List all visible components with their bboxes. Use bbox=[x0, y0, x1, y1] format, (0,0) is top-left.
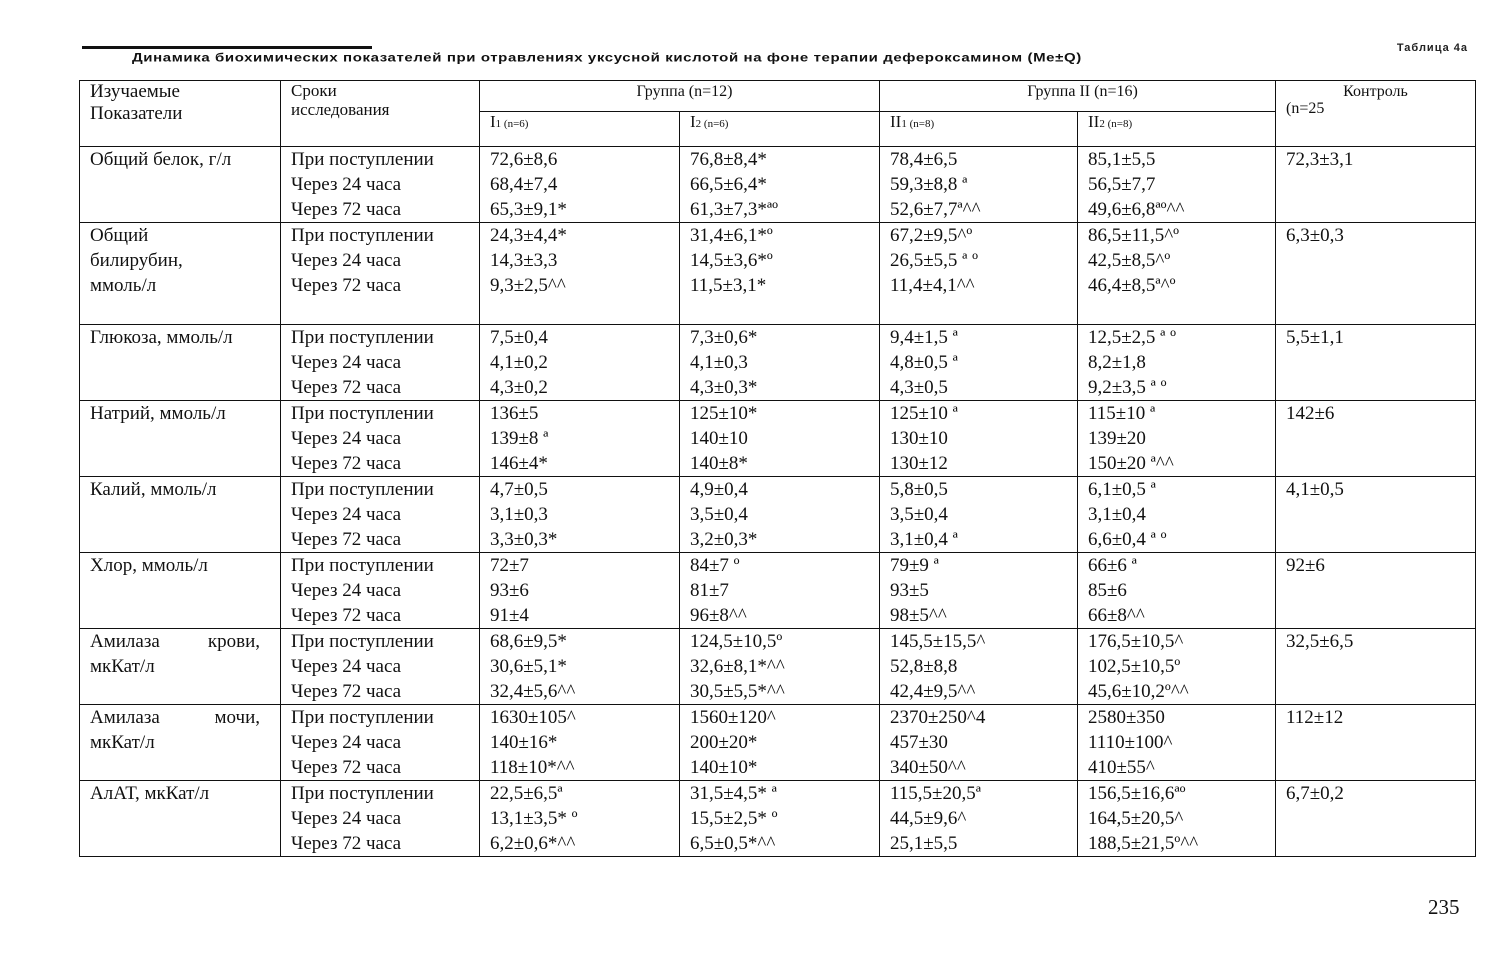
header-group-2: Группа II (n=16) bbox=[880, 81, 1276, 112]
value: 56,5±7,7 bbox=[1088, 174, 1156, 195]
value: 31,5±4,5* ª bbox=[690, 783, 777, 804]
value: 6,5±0,5*^^ bbox=[690, 833, 776, 854]
value: 30,5±5,5*^^ bbox=[690, 681, 785, 702]
parameter-cell bbox=[80, 325, 281, 401]
page-number: 235 bbox=[1428, 895, 1460, 919]
timing-label: Через 72 часа bbox=[291, 833, 402, 854]
parameter-label: Амилаза крови, bbox=[90, 631, 260, 652]
value-cell-i2 bbox=[680, 553, 880, 629]
parameter-label: Общий белок, г/л bbox=[90, 149, 232, 170]
timing-label: Через 24 часа bbox=[291, 580, 402, 601]
value: 340±50^^ bbox=[890, 757, 966, 778]
value: 61,3±7,3*ªº bbox=[690, 199, 779, 220]
parameter-label: Калий, ммоль/л bbox=[90, 479, 217, 500]
parameter-label: мкКат/л bbox=[90, 656, 155, 677]
timing-label: Через 72 часа bbox=[291, 377, 402, 398]
value: 79±9 ª bbox=[890, 555, 939, 576]
timing-label: Через 24 часа bbox=[291, 504, 402, 525]
value: 188,5±21,5º^^ bbox=[1088, 833, 1199, 854]
timing-label: Через 72 часа bbox=[291, 199, 402, 220]
table-row bbox=[80, 325, 1476, 401]
value: 3,3±0,3* bbox=[490, 529, 558, 550]
value: 4,1±0,2 bbox=[490, 352, 548, 373]
value-cell-ii2 bbox=[1078, 705, 1276, 781]
timing-label: Через 72 часа bbox=[291, 757, 402, 778]
value: 4,9±0,4 bbox=[690, 479, 748, 500]
table-row bbox=[80, 401, 1476, 477]
value-cell-ii1 bbox=[880, 553, 1078, 629]
value: 130±12 bbox=[890, 453, 948, 474]
value: 9,2±3,5 ª º bbox=[1088, 377, 1167, 398]
value: 1560±120^ bbox=[690, 707, 776, 728]
value: 7,5±0,4 bbox=[490, 327, 548, 348]
value: 3,5±0,4 bbox=[890, 504, 948, 525]
table-row bbox=[80, 223, 1476, 325]
table-row bbox=[80, 147, 1476, 223]
control-value: 72,3±3,1 bbox=[1276, 147, 1476, 223]
timing-label: При поступлении bbox=[291, 149, 434, 170]
parameter-label: билирубин, bbox=[90, 250, 183, 271]
value: 9,4±1,5 ª bbox=[890, 327, 958, 348]
timing-label: Через 72 часа bbox=[291, 275, 402, 296]
value: 81±7 bbox=[690, 580, 729, 601]
value: 457±30 bbox=[890, 732, 948, 753]
control-value: 4,1±0,5 bbox=[1276, 477, 1476, 553]
value: 3,5±0,4 bbox=[690, 504, 748, 525]
table-row bbox=[80, 629, 1476, 705]
value: 6,6±0,4 ª º bbox=[1088, 529, 1167, 550]
timing-cell bbox=[281, 147, 480, 223]
value-cell-i2 bbox=[680, 781, 880, 857]
value-cell-i1 bbox=[480, 477, 680, 553]
control-value: 6,3±0,3 bbox=[1276, 223, 1476, 325]
value-cell-ii2 bbox=[1078, 401, 1276, 477]
value: 140±10* bbox=[690, 757, 758, 778]
value: 3,2±0,3* bbox=[690, 529, 758, 550]
value: 42,5±8,5^º bbox=[1088, 250, 1171, 271]
value-cell-i2 bbox=[680, 401, 880, 477]
timing-label: Через 24 часа bbox=[291, 428, 402, 449]
timing-label: При поступлении bbox=[291, 403, 434, 424]
header-subgroup-ii2: II2 (n=8) bbox=[1078, 112, 1276, 147]
control-value: 32,5±6,5 bbox=[1276, 629, 1476, 705]
value: 12,5±2,5 ª º bbox=[1088, 327, 1177, 348]
value: 9,3±2,5^^ bbox=[490, 275, 566, 296]
value-cell-i1 bbox=[480, 629, 680, 705]
value-cell-ii2 bbox=[1078, 553, 1276, 629]
value: 156,5±16,6ªº bbox=[1088, 783, 1186, 804]
timing-label: Через 24 часа bbox=[291, 732, 402, 753]
parameter-cell bbox=[80, 629, 281, 705]
value: 200±20* bbox=[690, 732, 758, 753]
value: 52,6±7,7ª^^ bbox=[890, 199, 981, 220]
timing-cell bbox=[281, 705, 480, 781]
value: 5,8±0,5 bbox=[890, 479, 948, 500]
value: 140±10 bbox=[690, 428, 748, 449]
value-cell-i2 bbox=[680, 223, 880, 325]
value: 115,5±20,5ª bbox=[890, 783, 981, 804]
value: 91±4 bbox=[490, 605, 529, 626]
timing-label: Через 72 часа bbox=[291, 681, 402, 702]
value: 6,1±0,5 ª bbox=[1088, 479, 1156, 500]
parameter-cell bbox=[80, 553, 281, 629]
control-value: 112±12 bbox=[1276, 705, 1476, 781]
value-cell-i1 bbox=[480, 705, 680, 781]
timing-label: При поступлении bbox=[291, 555, 434, 576]
value: 76,8±8,4* bbox=[690, 149, 767, 170]
parameter-label: Натрий, ммоль/л bbox=[90, 403, 226, 424]
timing-label: При поступлении bbox=[291, 707, 434, 728]
value: 45,6±10,2º^^ bbox=[1088, 681, 1189, 702]
value: 145,5±15,5^ bbox=[890, 631, 986, 652]
value-cell-ii1 bbox=[880, 629, 1078, 705]
value: 98±5^^ bbox=[890, 605, 947, 626]
value: 3,1±0,3 bbox=[490, 504, 548, 525]
timing-cell bbox=[281, 401, 480, 477]
value-cell-ii2 bbox=[1078, 477, 1276, 553]
header-subgroup-i2: I2 (n=6) bbox=[680, 112, 880, 147]
value: 150±20 ª^^ bbox=[1088, 453, 1174, 474]
value: 52,8±8,8 bbox=[890, 656, 958, 677]
value: 3,1±0,4 ª bbox=[890, 529, 958, 550]
value: 15,5±2,5* º bbox=[690, 808, 778, 829]
timing-label: Через 24 часа bbox=[291, 250, 402, 271]
control-value: 5,5±1,1 bbox=[1276, 325, 1476, 401]
timing-cell bbox=[281, 629, 480, 705]
value: 2370±250^4 bbox=[890, 707, 986, 728]
value: 72±7 bbox=[490, 555, 529, 576]
value: 22,5±6,5ª bbox=[490, 783, 563, 804]
control-value: 142±6 bbox=[1276, 401, 1476, 477]
timing-cell bbox=[281, 781, 480, 857]
value: 140±16* bbox=[490, 732, 558, 753]
value: 66±8^^ bbox=[1088, 605, 1145, 626]
value: 32,6±8,1*^^ bbox=[690, 656, 785, 677]
timing-label: Через 24 часа bbox=[291, 352, 402, 373]
timing-label: Через 24 часа bbox=[291, 656, 402, 677]
header-control: Контроль (n=25 bbox=[1276, 81, 1476, 147]
value-cell-ii1 bbox=[880, 325, 1078, 401]
value: 44,5±9,6^ bbox=[890, 808, 967, 829]
value: 42,4±9,5^^ bbox=[890, 681, 976, 702]
value: 4,8±0,5 ª bbox=[890, 352, 958, 373]
value: 125±10* bbox=[690, 403, 758, 424]
value: 86,5±11,5^º bbox=[1088, 225, 1180, 246]
value: 14,5±3,6*º bbox=[690, 250, 773, 271]
value: 176,5±10,5^ bbox=[1088, 631, 1184, 652]
value: 32,4±5,6^^ bbox=[490, 681, 576, 702]
value-cell-ii2 bbox=[1078, 223, 1276, 325]
value: 26,5±5,5 ª º bbox=[890, 250, 979, 271]
value: 65,3±9,1* bbox=[490, 199, 567, 220]
value-cell-ii1 bbox=[880, 781, 1078, 857]
value-cell-i2 bbox=[680, 147, 880, 223]
value: 410±55^ bbox=[1088, 757, 1155, 778]
control-value: 6,7±0,2 bbox=[1276, 781, 1476, 857]
value: 24,3±4,4* bbox=[490, 225, 567, 246]
timing-cell bbox=[281, 477, 480, 553]
value-cell-ii1 bbox=[880, 401, 1078, 477]
value: 66,5±6,4* bbox=[690, 174, 767, 195]
value: 130±10 bbox=[890, 428, 948, 449]
table-number: Таблица 4а bbox=[1396, 42, 1468, 54]
value: 30,6±5,1* bbox=[490, 656, 567, 677]
value-cell-i1 bbox=[480, 781, 680, 857]
value: 68,6±9,5* bbox=[490, 631, 567, 652]
table-row bbox=[80, 553, 1476, 629]
value: 66±6 ª bbox=[1088, 555, 1137, 576]
value: 1110±100^ bbox=[1088, 732, 1173, 753]
value-cell-i1 bbox=[480, 553, 680, 629]
value-cell-i2 bbox=[680, 705, 880, 781]
value: 102,5±10,5º bbox=[1088, 656, 1181, 677]
value-cell-i1 bbox=[480, 223, 680, 325]
parameter-label: Глюкоза, ммоль/л bbox=[90, 327, 233, 348]
value: 78,4±6,5 bbox=[890, 149, 958, 170]
value: 85,1±5,5 bbox=[1088, 149, 1156, 170]
value: 72,6±8,6 bbox=[490, 149, 558, 170]
timing-cell bbox=[281, 223, 480, 325]
value-cell-i2 bbox=[680, 629, 880, 705]
value: 4,3±0,2 bbox=[490, 377, 548, 398]
value: 4,3±0,3* bbox=[690, 377, 758, 398]
timing-label: Через 72 часа bbox=[291, 529, 402, 550]
value-cell-ii1 bbox=[880, 223, 1078, 325]
timing-cell bbox=[281, 553, 480, 629]
value: 31,4±6,1*º bbox=[690, 225, 773, 246]
value: 93±5 bbox=[890, 580, 929, 601]
value: 136±5 bbox=[490, 403, 539, 424]
parameter-label: Хлор, ммоль/л bbox=[90, 555, 208, 576]
value: 68,4±7,4 bbox=[490, 174, 558, 195]
value: 140±8* bbox=[690, 453, 748, 474]
value: 4,7±0,5 bbox=[490, 479, 548, 500]
timing-label: Через 24 часа bbox=[291, 174, 402, 195]
timing-label: При поступлении bbox=[291, 783, 434, 804]
value: 139±8 ª bbox=[490, 428, 549, 449]
table-row bbox=[80, 705, 1476, 781]
value-cell-i2 bbox=[680, 325, 880, 401]
timing-label: Через 24 часа bbox=[291, 808, 402, 829]
value-cell-ii2 bbox=[1078, 781, 1276, 857]
value: 84±7 º bbox=[690, 555, 740, 576]
value: 164,5±20,5^ bbox=[1088, 808, 1184, 829]
value: 13,1±3,5* º bbox=[490, 808, 578, 829]
parameter-cell bbox=[80, 147, 281, 223]
value: 7,3±0,6* bbox=[690, 327, 758, 348]
timing-label: При поступлении bbox=[291, 479, 434, 500]
value: 11,4±4,1^^ bbox=[890, 275, 975, 296]
value: 139±20 bbox=[1088, 428, 1146, 449]
parameter-cell bbox=[80, 477, 281, 553]
parameter-label: мкКат/л bbox=[90, 732, 155, 753]
value-cell-i1 bbox=[480, 401, 680, 477]
parameter-label: Амилаза мочи, bbox=[90, 707, 260, 728]
value-cell-i1 bbox=[480, 147, 680, 223]
value: 124,5±10,5º bbox=[690, 631, 783, 652]
value: 85±6 bbox=[1088, 580, 1127, 601]
value: 115±10 ª bbox=[1088, 403, 1156, 424]
value: 146±4* bbox=[490, 453, 548, 474]
value: 49,6±6,8ªº^^ bbox=[1088, 199, 1185, 220]
value: 4,3±0,5 bbox=[890, 377, 948, 398]
value: 14,3±3,3 bbox=[490, 250, 558, 271]
parameter-cell bbox=[80, 401, 281, 477]
value: 8,2±1,8 bbox=[1088, 352, 1146, 373]
timing-cell bbox=[281, 325, 480, 401]
control-value: 92±6 bbox=[1276, 553, 1476, 629]
value-cell-i1 bbox=[480, 325, 680, 401]
value: 125±10 ª bbox=[890, 403, 958, 424]
parameter-label: АлАТ, мкКат/л bbox=[90, 783, 210, 804]
value: 67,2±9,5^º bbox=[890, 225, 973, 246]
parameter-label: ммоль/л bbox=[90, 275, 157, 296]
parameter-cell bbox=[80, 705, 281, 781]
value: 46,4±8,5ª^º bbox=[1088, 275, 1176, 296]
value: 93±6 bbox=[490, 580, 529, 601]
parameter-cell bbox=[80, 781, 281, 857]
value: 11,5±3,1* bbox=[690, 275, 767, 296]
value: 59,3±8,8 ª bbox=[890, 174, 968, 195]
value-cell-ii2 bbox=[1078, 629, 1276, 705]
header-timing: Сроки исследования bbox=[281, 81, 480, 147]
value: 6,2±0,6*^^ bbox=[490, 833, 576, 854]
value-cell-ii2 bbox=[1078, 325, 1276, 401]
timing-label: Через 72 часа bbox=[291, 605, 402, 626]
table-caption: Динамика биохимических показателей при отравлениях уксусной кислотой на фоне терапии дефероксамином (Me±Q) bbox=[132, 51, 1082, 65]
biochem-table bbox=[79, 80, 1476, 857]
header-subgroup-ii1: II1 (n=8) bbox=[880, 112, 1078, 147]
value: 118±10*^^ bbox=[490, 757, 575, 778]
timing-label: При поступлении bbox=[291, 225, 434, 246]
timing-label: Через 72 часа bbox=[291, 453, 402, 474]
timing-label: При поступлении bbox=[291, 631, 434, 652]
header-group-1: Группа (n=12) bbox=[480, 81, 880, 112]
header-subgroup-i1: I1 (n=6) bbox=[480, 112, 680, 147]
value: 2580±350 bbox=[1088, 707, 1165, 728]
value: 4,1±0,3 bbox=[690, 352, 748, 373]
timing-label: При поступлении bbox=[291, 327, 434, 348]
parameter-cell bbox=[80, 223, 281, 325]
value-cell-i2 bbox=[680, 477, 880, 553]
header-rule bbox=[82, 46, 372, 49]
value: 3,1±0,4 bbox=[1088, 504, 1146, 525]
value-cell-ii1 bbox=[880, 477, 1078, 553]
table-row bbox=[80, 781, 1476, 857]
value: 1630±105^ bbox=[490, 707, 576, 728]
table-row bbox=[80, 477, 1476, 553]
value-cell-ii1 bbox=[880, 147, 1078, 223]
header-parameter: Изучаемые Показатели bbox=[80, 81, 281, 147]
value-cell-ii1 bbox=[880, 705, 1078, 781]
value-cell-ii2 bbox=[1078, 147, 1276, 223]
value: 96±8^^ bbox=[690, 605, 747, 626]
value: 25,1±5,5 bbox=[890, 833, 958, 854]
parameter-label: Общий bbox=[90, 225, 149, 246]
